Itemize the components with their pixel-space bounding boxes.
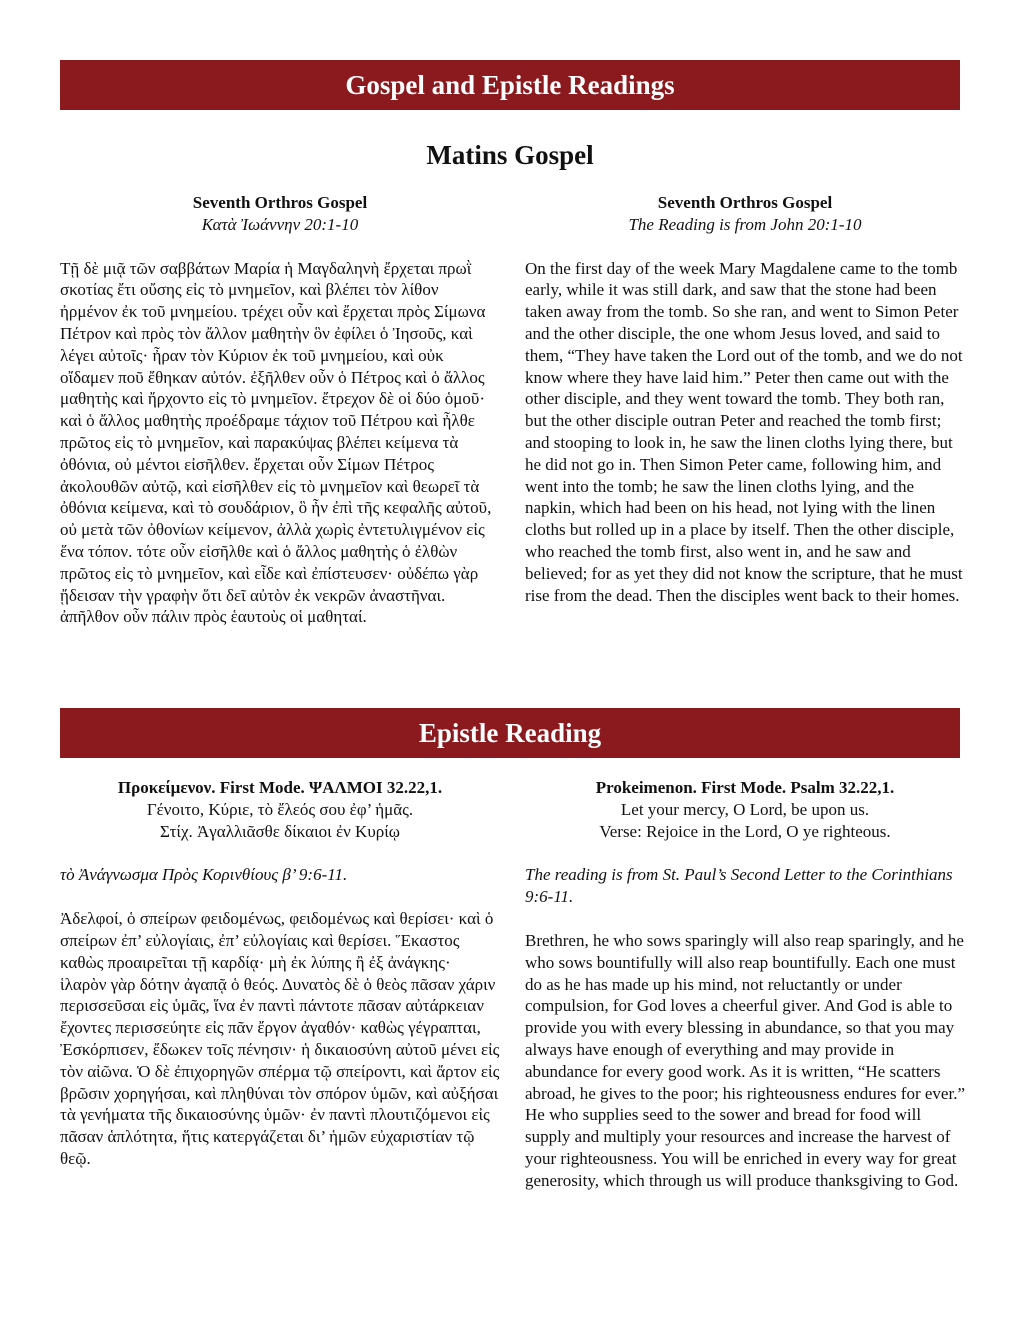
matins-gospel-title: Matins Gospel (426, 140, 594, 170)
english-epistle-text: Brethren, he who sows sparingly will also reap sparingly, and he who sows bountifully will also reap bountifully. Each one must do as he has made up his mind, not reluctantly or under compulsion, for God loves a cheerful giver. And God is able to provide you with every blessing in abundance, so that you may always have enough of everything and may provide in abundance for every good work. As it is written, “He scatters abroad, he gives to the poor; his righteousness endures for ever.” He who supplies seed to the sower and bread for food will supply and multiply your resources and increase the harvest of your righteousness. You will be enriched in every way for great generosity, which through us will produce thanksgiving to God. (525, 930, 965, 1190)
english-gospel-reference: The Reading is from John 20:1-10 (628, 214, 862, 234)
english-prokeimenon-line: Let your mercy, O Lord, be upon us. (620, 799, 870, 819)
banner-title: Epistle Reading (418, 717, 602, 748)
greek-gospel-heading: Seventh Orthros Gospel (192, 193, 368, 212)
greek-gospel-column (60, 192, 500, 628)
greek-gospel-text: Τῇ δὲ μιᾷ τῶν σαββάτων Μαρία ἡ Μαγδαληνὴ ἔρχεται πρωῒ σκοτίας ἔτι οὔσης εἰς τὸ μνημεῖον, καὶ βλέπει τὸν λίθον ἠρμένον ἐκ τοῦ μνημείου. τρέχει οὖν καὶ ἔρχεται πρὸς Σίμωνα Πέτρον καὶ πρὸς τὸν ἄλλον μαθητὴν ὃν ἐφίλει ὁ Ἰησοῦς, καὶ λέγει αὐτοῖς· ἦραν τὸν Κύριον ἐκ τοῦ μνημείου, καὶ οὐκ οἴδαμεν ποῦ ἔθηκαν αὐτόν. ἐξῆλθεν οὖν ὁ Πέτρος καὶ ὁ ἄλλος μαθητὴς καὶ ἤρχοντο εἰς τὸ μνημεῖον. ἔτρεχον δὲ οἱ δύο ὁμοῦ· καὶ ὁ ἄλλος μαθητὴς προέδραμε τάχιον τοῦ Πέτρου καὶ ἦλθε πρῶτος εἰς τὸ μνημεῖον, καὶ παρακύψας βλέπει κείμενα τὰ ὀθόνια, οὐ μέντοι εἰσῆλθεν. ἔρχεται οὖν Σίμων Πέτρος ἀκολουθῶν αὐτῷ, καὶ εἰσῆλθεν εἰς τὸ μνημεῖον καὶ θεωρεῖ τὰ ὀθόνια κείμενα, καὶ τὸ σουδάριον, ὃ ἦν ἐπὶ τῆς κεφαλῆς αὐτοῦ, οὐ μετὰ τῶν ὀθονίων κείμενον, ἀλλὰ χωρὶς ἐντετυλιγμένον εἰς ἕνα τόπον. τότε οὖν εἰσῆλθε καὶ ὁ ἄλλος μαθητὴς ὁ ἐλθὼν πρῶτος εἰς τὸ μνημεῖον, καὶ εἶδε καὶ ἐπίστευσεν· οὐδέπω γὰρ ᾔδεισαν τὴν γραφὴν ὅτι δεῖ αὐτὸν ἐκ νεκρῶν ἀναστῆναι. ἀπῆλθον οὖν πάλιν πρὸς ἑαυτοὺς οἱ μαθηταί. (60, 258, 492, 627)
banner-title: Gospel and Epistle Readings (345, 69, 675, 100)
english-prokeimenon-heading: Prokeimenon. First Mode. Psalm 32.22,1. (595, 778, 895, 797)
greek-prokeimenon-heading: Προκείμενον. First Mode. ΨΑΛΜΟΙ 32.22,1. (117, 778, 443, 797)
greek-gospel-reference: Κατὰ Ἰωάννην 20:1-10 (201, 214, 359, 234)
greek-prokeimenon (60, 777, 500, 842)
english-gospel-text: On the first day of the week Mary Magdalene came to the tomb early, while it was still dark, and saw that the stone had been taken away from the tomb. So she ran, and went to Simon Peter and the other disciple, the one whom Jesus loved, and said to them, “They have taken the Lord out of the tomb, and we do not know where they have laid him.” Peter then came out with the other disciple, and they went toward the tomb. They both ran, but the other disciple outran Peter and reached the tomb first; and stooping to look in, he saw the linen cloths lying there, but he did not go in. Then Simon Peter came, following him, and went into the tomb; he saw the linen cloths lying, and the napkin, which had been on his head, not lying with the linen cloths but rolled up in a place by itself. Then the other disciple, who reached the tomb first, also went in, and he saw and believed; for as yet they did not know the scripture, that he must rise from the dead. Then the disciples went back to their homes. (525, 258, 963, 605)
greek-epistle-reference: τὸ Ἀνάγνωσμα Πρὸς Κορινθίους β’ 9:6-11. (60, 865, 348, 885)
greek-gospel-header (60, 192, 500, 236)
english-verse-line: Verse: Rejoice in the Lord, O ye righteous. (599, 821, 891, 841)
english-epistle-reference: The reading is from St. Paul’s Second Letter to the Corinthians 9:6-11. (525, 865, 953, 907)
english-gospel-header (525, 192, 965, 236)
greek-prokeimenon-line: Γένοιτο, Κύριε, τὸ ἔλεός σου ἐφ’ ἡμᾶς. (146, 799, 414, 819)
greek-verse-line: Στίχ. Ἀγαλλιᾶσθε δίκαιοι ἐν Κυρίῳ (159, 821, 400, 841)
english-epistle-column (525, 777, 965, 1192)
english-gospel-column (525, 192, 965, 606)
greek-epistle-column (60, 777, 500, 1170)
greek-epistle-text: Ἀδελφοί, ὁ σπείρων φειδομένως, φειδομένως καὶ θερίσει· καὶ ὁ σπείρων ἐπ’ εὐλογίαις, ἐπ’ εὐλογίαις καὶ θερίσει. Ἕκαστος καθὼς προαιρεῖται τῇ καρδίᾳ· μὴ ἐκ λύπης ἢ ἐξ ἀνάγκης· ἱλαρὸν γὰρ δότην ἀγαπᾷ ὁ θεός. Δυνατὸς δὲ ὁ θεὸς πᾶσαν χάριν περισσεῦσαι εἰς ὑμᾶς, ἵνα ἐν παντὶ πάντοτε πᾶσαν αὐτάρκειαν ἔχοντες περισσεύητε εἰς πᾶν ἔργον ἀγαθόν· καθὼς γέγραπται, Ἐσκόρπισεν, ἔδωκεν τοῖς πένησιν· ἡ δικαιοσύνη αὐτοῦ μένει εἰς τὸν αἰῶνα. Ὁ δὲ ἐπιχορηγῶν σπέρμα τῷ σπείροντι, καὶ ἄρτον εἰς βρῶσιν χορηγήσαι, καὶ πληθύναι τὸν σπόρον ὑμῶν, καὶ αὐξήσαι τὰ γενήματα τῆς δικαιοσύνης ὑμῶν· ἐν παντὶ πλουτιζόμενοι εἰς πᾶσαν ἁπλότητα, ἥτις κατεργάζεται δι’ ἡμῶν εὐχαριστίαν τῷ θεῷ. (60, 909, 500, 1168)
epistle-reading-banner (60, 708, 960, 758)
gospel-readings-banner (60, 60, 960, 110)
english-gospel-heading: Seventh Orthros Gospel (657, 193, 833, 212)
english-prokeimenon (525, 777, 965, 842)
